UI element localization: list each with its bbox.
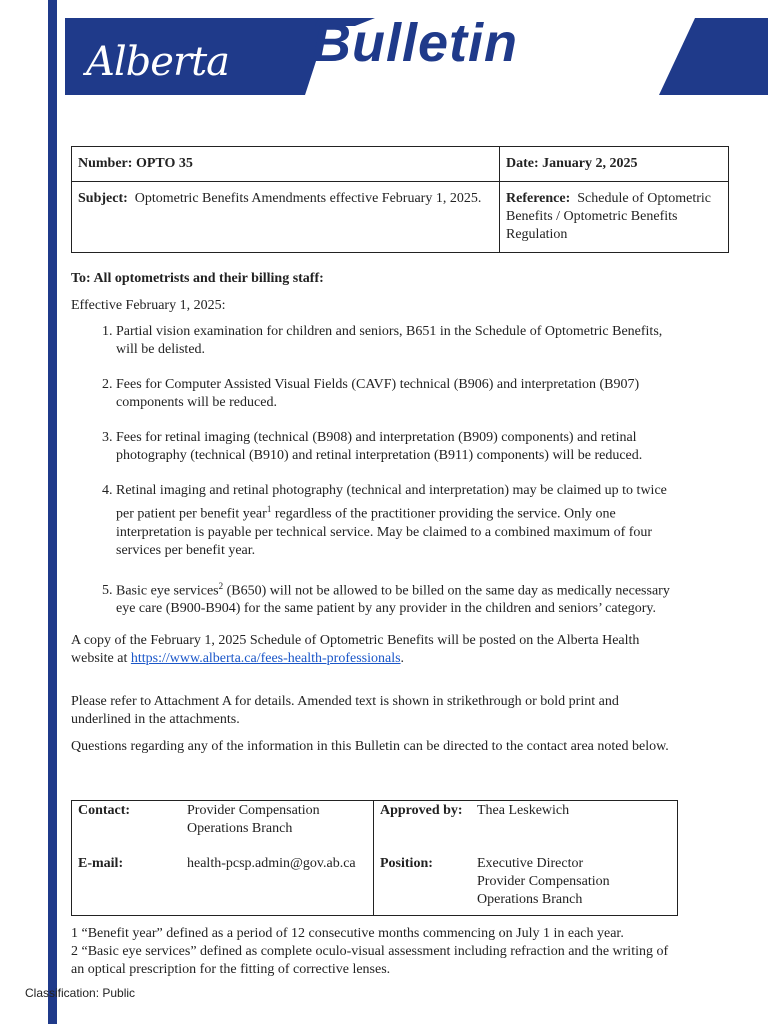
email-value: health-pcsp.admin@gov.ab.ca: [181, 838, 374, 916]
number-label: Number:: [78, 156, 133, 171]
alberta-logo: Alberta: [86, 39, 229, 85]
number-value: OPTO 35: [135, 156, 193, 171]
list-item: 1. Partial vision examination for children and seniors, B651 in the Schedule of Optometric Benefits, will be delisted.: [116, 323, 671, 359]
list-item: 3. Fees for retinal imaging (technical (B908) and interpretation (B909) components) and retinal photography (technical (B910) and retinal interpretation (B911) components) will be reduced.: [116, 429, 671, 465]
footnote-1: 1 “Benefit year” defined as a period of 12 consecutive months commencing on July 1 in each year.: [71, 926, 624, 941]
amendments-list: [71, 323, 671, 618]
footnotes: [71, 925, 681, 979]
bulletin-info-table: [71, 146, 729, 253]
date-cell: [500, 147, 729, 182]
left-accent-bar: [48, 0, 57, 1024]
copy-paragraph: A copy of the February 1, 2025 Schedule of Optometric Benefits will be posted on the Alberta Health website at https://www.alberta.ca/fees-health-professionals.: [71, 633, 640, 667]
contact-table: [71, 800, 678, 916]
refer-paragraph: Please refer to Attachment A for details. Amended text is shown in strikethrough or bold print and underlined in the attachments.: [71, 694, 619, 728]
contact-value: Provider Compensation Operations Branch: [181, 801, 374, 839]
subject-label: Subject:: [78, 191, 128, 206]
reference-value: Schedule of Optometric Benefits / Optometric Benefits Regulation: [506, 191, 712, 242]
position-value: Executive Director Provider Compensation Operations Branch: [471, 838, 678, 916]
date-label: Date:: [506, 156, 539, 171]
reference-cell: [500, 182, 729, 253]
footnote-ref-1: 1: [266, 504, 272, 514]
position-label: Position:: [374, 838, 472, 916]
bulletin-body: [71, 270, 671, 756]
approved-value: Thea Leskewich: [471, 801, 678, 839]
list-item: 4. Retinal imaging and retinal photography (technical and interpretation) may be claimed up to twice per patient per benefit year$^1$ regardless of the practitioner providing the service. Only one interpretation is payable per technical service. May be claimed to a combined maximum of four services per benefit year.: [116, 482, 671, 560]
bulletin-title: Bulletin: [312, 13, 518, 73]
effective-line: Effective February 1, 2025:: [71, 298, 226, 313]
list-item: 5. Basic eye services$^2$ (B650) will not be allowed to be billed on the same day as medically necessary eye care (B900-B904) for the same patient by any provider in the children and seniors’ category.: [116, 577, 671, 619]
approved-label: Approved by:: [374, 801, 472, 839]
number-cell: [72, 147, 500, 182]
email-label: E-mail:: [72, 838, 182, 916]
list-item: 2. Fees for Computer Assisted Visual Fields (CAVF) technical (B906) and interpretation (B907) components will be reduced.: [116, 376, 671, 412]
contact-label: Contact:: [72, 801, 182, 839]
subject-value: Optometric Benefits Amendments effective February 1, 2025.: [134, 191, 482, 206]
date-value: January 2, 2025: [542, 156, 638, 171]
footnote-ref-2: 2: [218, 580, 224, 591]
subject-cell: [72, 182, 500, 253]
reference-label: Reference:: [506, 191, 571, 206]
footnote-2: 2 “Basic eye services” defined as complete oculo-visual assessment including refraction and the writing of an optical prescription for the fitting of corrective lenses.: [71, 944, 669, 977]
recipients-heading: To: All optometrists and their billing staff:: [71, 271, 324, 286]
fees-link[interactable]: https://www.alberta.ca/fees-health-professionals: [130, 651, 401, 667]
classification-label: Classification: Public: [25, 986, 136, 1000]
questions-paragraph: Questions regarding any of the information in this Bulletin can be directed to the contact area noted below.: [71, 739, 669, 755]
